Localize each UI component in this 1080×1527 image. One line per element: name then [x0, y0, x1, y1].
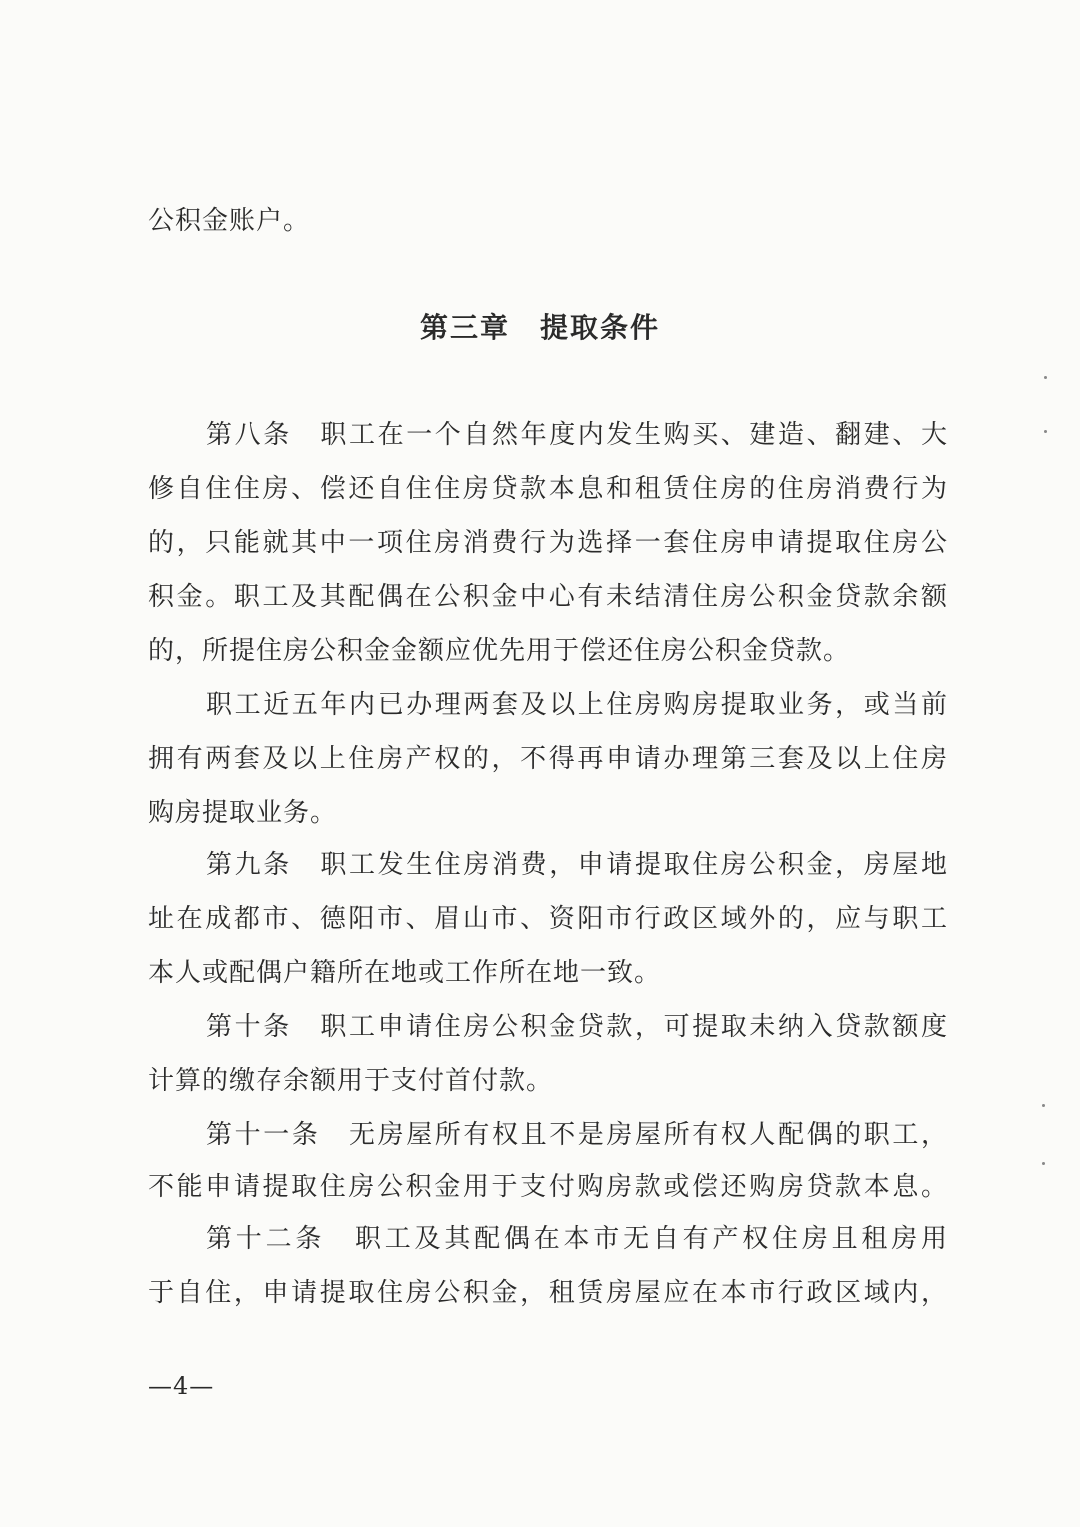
scan-speck — [1042, 1104, 1045, 1107]
paragraph-line: 职工近五年内已办理两套及以上住房购房提取业务，或当前 — [206, 690, 948, 720]
paragraph-line: 第八条 职工在一个自然年度内发生购买、建造、翻建、大 — [206, 420, 948, 450]
paragraph-line: 本人或配偶户籍所在地或工作所在地一致。 — [148, 958, 662, 988]
paragraph-line: 购房提取业务。 — [148, 798, 338, 828]
scan-speck — [1044, 430, 1047, 433]
page-number: —4— — [148, 1372, 215, 1400]
paragraph-line: 第九条 职工发生住房消费，申请提取住房公积金，房屋地 — [206, 850, 948, 880]
chapter-heading: 第三章 提取条件 — [419, 311, 660, 344]
paragraph-line: 第十二条 职工及其配偶在本市无自有产权住房且租房用 — [206, 1224, 948, 1254]
scan-speck — [1042, 1162, 1045, 1165]
paragraph-line: 拥有两套及以上住房产权的，不得再申请办理第三套及以上住房 — [148, 744, 948, 774]
paragraph-line: 址在成都市、德阳市、眉山市、资阳市行政区域外的，应与职工 — [148, 904, 948, 934]
paragraph-line: 不能申请提取住房公积金用于支付购房款或偿还购房贷款本息。 — [148, 1172, 948, 1202]
paragraph-line: 的，所提住房公积金金额应优先用于偿还住房公积金贷款。 — [148, 636, 851, 666]
paragraph-line: 第十条 职工申请住房公积金贷款，可提取未纳入贷款额度 — [206, 1012, 948, 1042]
scan-speck — [1044, 376, 1047, 379]
paragraph-line: 修自住住房、偿还自住住房贷款本息和租赁住房的住房消费行为 — [148, 474, 948, 504]
paragraph-line: 于自住，申请提取住房公积金，租赁房屋应在本市行政区域内， — [148, 1278, 948, 1308]
paragraph-line: 计算的缴存余额用于支付首付款。 — [148, 1066, 554, 1096]
paragraph-line: 的，只能就其中一项住房消费行为选择一套住房申请提取住房公 — [148, 528, 948, 558]
continuation-text: 公积金账户。 — [148, 206, 311, 236]
paragraph-line: 第十一条 无房屋所有权且不是房屋所有权人配偶的职工， — [206, 1120, 948, 1150]
paragraph-line: 积金。职工及其配偶在公积金中心有未结清住房公积金贷款余额 — [148, 582, 948, 612]
